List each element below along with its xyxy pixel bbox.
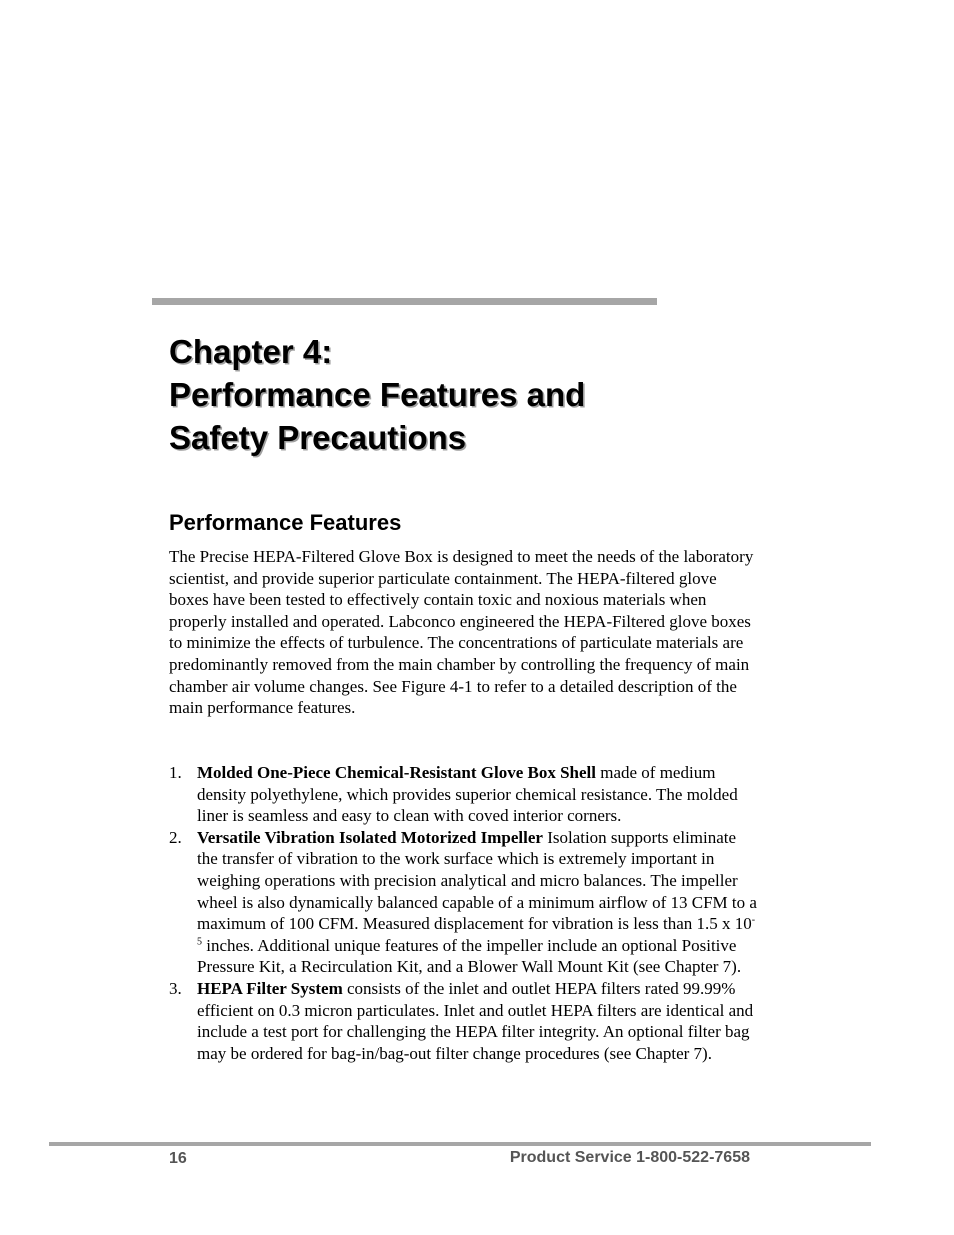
intro-paragraph: The Precise HEPA-Filtered Glove Box is designed to meet the needs of the laboratory scientist, and provide superior particulate containment. The HEPA-filtered glove boxes have been tested to effectively contain toxic and noxious materials when properly installed and operated. Labconco engineered the HEPA-Filtered glove boxes to minimize the effects of turbulence. The concentrations of particulate materials are predominantly removed from the main chamber by controlling the frequency of main chamber air volume changes. See Figure 4-1 to refer to a detailed description of the main performance features.: [169, 547, 754, 718]
footer-rule: [49, 1142, 871, 1146]
feature-text: Isolation supports eliminate the transfer of vibration to the work surface which is extremely important in weighing operations with precision analytical and micro balances. The impeller wheel is also dynamically balanced capable of a minimum airflow of 13 CFM to a maximum of 100 CFM. Measured displacement for vibration is less than 1.5 x 10: [197, 827, 757, 934]
chapter-top-rule: [152, 298, 657, 305]
features-list: [169, 762, 759, 1064]
feature-text: made of medium density polyethylene, which provides superior chemical resistance. The molded liner is seamless and easy to clean with coved interior corners.: [197, 763, 738, 826]
feature-number: 2.: [169, 827, 182, 847]
chapter-title-line-3: Safety Precautions: [169, 419, 467, 456]
feature-title: HEPA Filter System: [197, 978, 343, 998]
feature-title: Versatile Vibration Isolated Motorized Impeller: [197, 827, 543, 847]
feature-item-2: [169, 827, 759, 978]
section-heading: Performance Features: [169, 510, 402, 535]
feature-item-1: [169, 762, 759, 827]
feature-text: consists of the inlet and outlet HEPA filters rated 99.99% efficient on 0.3 micron particulates. Inlet and outlet HEPA filters are identical and include a test port for challenging the HEPA filter integrity. An optional filter bag may be ordered for bag-in/bag-out filter change procedures (see Chapter 7).: [197, 978, 754, 1063]
feature-number: 1.: [169, 763, 182, 782]
feature-superscript: -5: [197, 914, 756, 948]
feature-text-after: inches. Additional unique features of the impeller include an optional Positive Pressure Kit, a Recirculation Kit, and a Blower Wall Mount Kit (see Chapter 7).: [197, 935, 742, 977]
chapter-title-line-1: Chapter 4:: [169, 333, 333, 370]
page-number: 16: [169, 1150, 187, 1167]
chapter-title-line-2: Performance Features and: [169, 376, 586, 413]
feature-item-3: [169, 978, 759, 1064]
feature-number: 3.: [169, 978, 182, 998]
footer-product-service: Product Service 1-800-522-7658: [509, 1149, 750, 1166]
feature-title: Molded One-Piece Chemical-Resistant Glove Box Shell: [197, 763, 596, 782]
chapter-title: [169, 330, 729, 459]
